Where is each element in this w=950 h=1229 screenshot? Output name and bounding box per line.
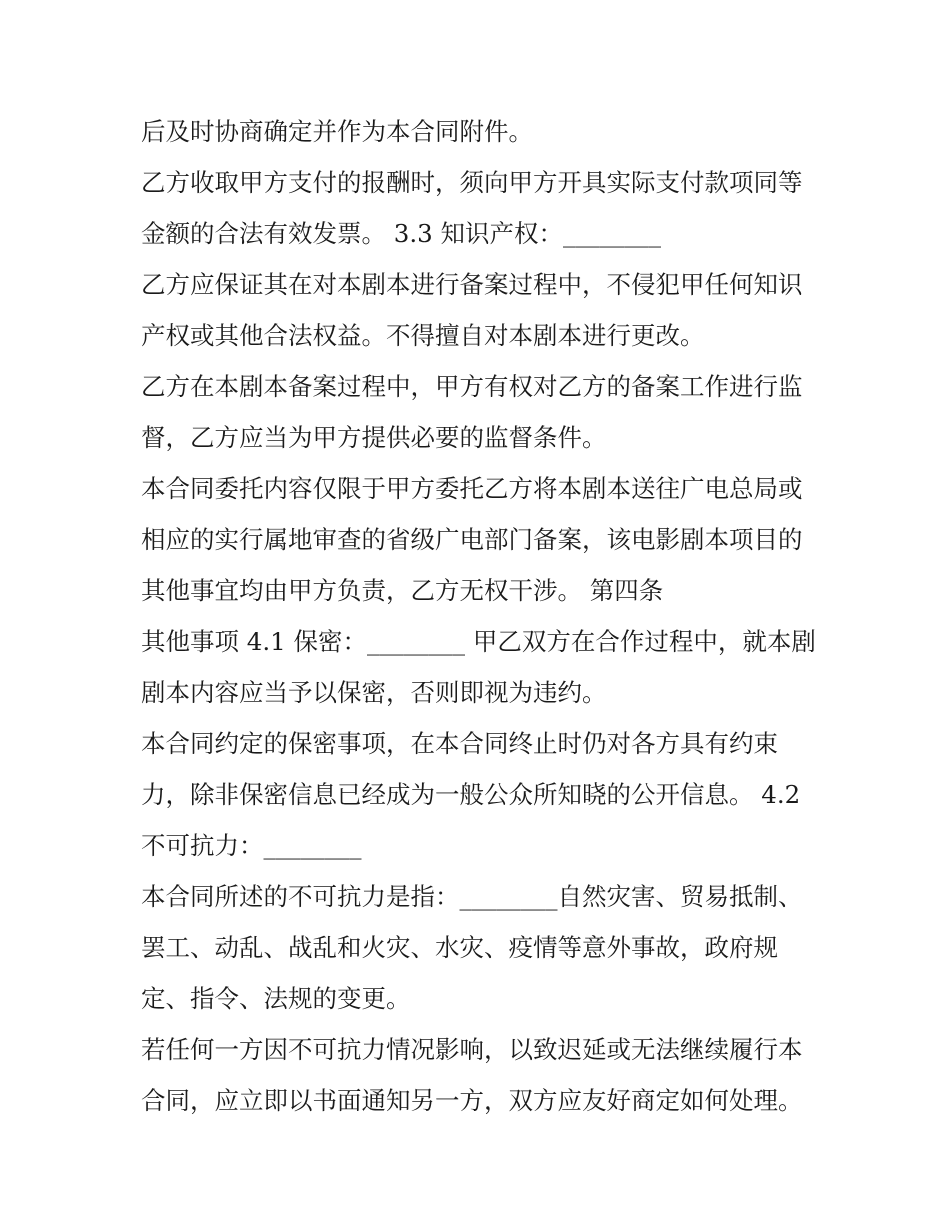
- text-line: 其他事项 4.1 保密：________ 甲乙双方在合作过程中，就本剧: [141, 627, 816, 656]
- text-line: 定、指令、法规的变更。: [141, 984, 411, 1013]
- text-line: 金额的合法有效发票。 3.3 知识产权：________: [141, 219, 662, 248]
- text-line: 本合同所述的不可抗力是指：________自然灾害、贸易抵制、: [141, 882, 803, 911]
- text-line: 本合同委托内容仅限于甲方委托乙方将本剧本送往广电总局或: [141, 474, 803, 503]
- text-line: 本合同约定的保密事项，在本合同终止时仍对各方具有约束: [141, 729, 778, 758]
- text-line: 其他事宜均由甲方负责，乙方无权干涉。 第四条: [141, 576, 664, 605]
- text-line: 乙方在本剧本备案过程中，甲方有权对乙方的备案工作进行监: [141, 372, 803, 401]
- text-line: 剧本内容应当予以保密，否则即视为违约。: [141, 678, 607, 707]
- text-line: 不可抗力：________: [141, 831, 362, 860]
- text-line: 乙方收取甲方支付的报酬时，须向甲方开具实际支付款项同等: [141, 168, 803, 197]
- text-line: 罢工、动乱、战乱和火灾、水灾、疫情等意外事故，政府规: [141, 933, 778, 962]
- contract-text-body: [141, 106, 821, 1126]
- text-line: 力，除非保密信息已经成为一般公众所知晓的公开信息。 4.2: [141, 780, 801, 809]
- text-line: 相应的实行属地审查的省级广电部门备案，该电影剧本项目的: [141, 525, 803, 554]
- text-line: 乙方应保证其在对本剧本进行备案过程中，不侵犯甲任何知识: [141, 270, 803, 299]
- text-line: 产权或其他合法权益。不得擅自对本剧本进行更改。: [141, 321, 705, 350]
- text-line: 后及时协商确定并作为本合同附件。: [141, 117, 533, 146]
- text-line: 督，乙方应当为甲方提供必要的监督条件。: [141, 423, 607, 452]
- text-line: 若任何一方因不可抗力情况影响，以致迟延或无法继续履行本: [141, 1035, 803, 1064]
- text-line: 合同，应立即以书面通知另一方，双方应友好商定如何处理。: [141, 1086, 803, 1115]
